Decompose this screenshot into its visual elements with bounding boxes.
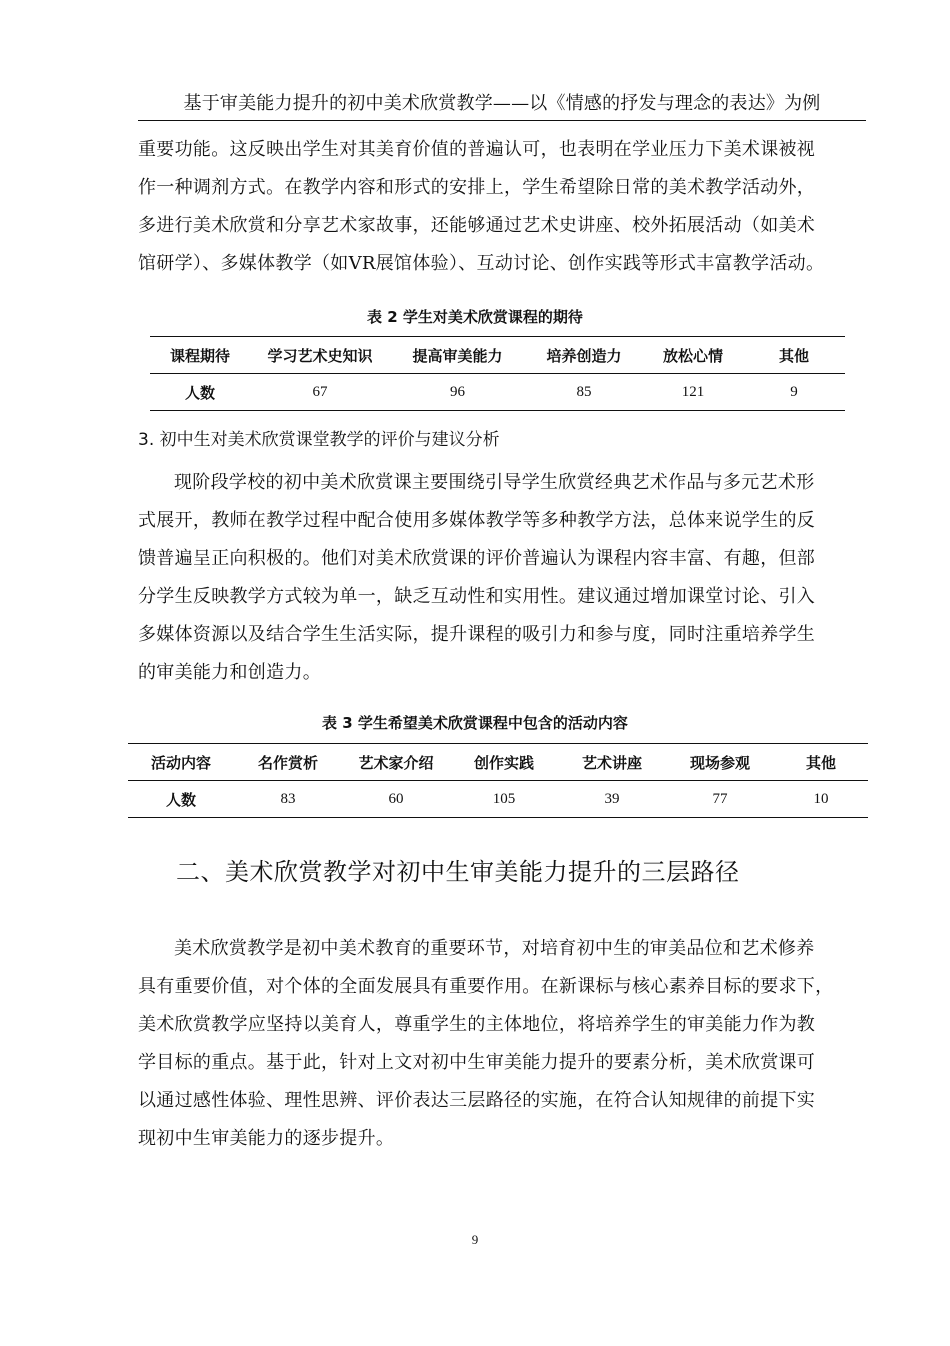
- table-header-cell: 名作赏析: [234, 744, 342, 781]
- table-cell: 10: [813, 790, 829, 807]
- table-cell: 85: [576, 383, 592, 400]
- text-line: 的审美能力和创造力。: [138, 662, 321, 683]
- text-line: 美术欣赏教学是初中美术教育的重要环节，对培育初中生的审美品位和艺术修养: [174, 938, 815, 959]
- table-header-row: [128, 744, 868, 781]
- page-number: 9: [471, 1232, 479, 1247]
- text-line: 现阶段学校的初中美术欣赏课主要围绕引导学生欣赏经典艺术作品与多元艺术形: [174, 472, 815, 493]
- table-header-cell: 放松心情: [643, 337, 743, 374]
- text-line: 分学生反映教学方式较为单一，缺乏互动性和实用性。建议通过增加课堂讨论、引入: [138, 586, 816, 607]
- table3-caption: 表 3 学生希望美术欣赏课程中包含的活动内容: [322, 714, 628, 732]
- running-header: 基于审美能力提升的初中美术欣赏教学——以《情感的抒发与理念的表达》为例: [183, 93, 821, 114]
- table-header-row: [150, 337, 845, 374]
- text-line: 具有重要价值，对个体的全面发展具有重要作用。在新课标与核心素养目标的要求下，: [138, 976, 834, 997]
- text-line: 学目标的重点。基于此，针对上文对初中生审美能力提升的要素分析，美术欣赏课可: [138, 1052, 816, 1073]
- table-row: [128, 781, 868, 818]
- table-header-cell: 课程期待: [150, 337, 250, 374]
- table-cell: 96: [450, 383, 465, 400]
- text-line: 式展开，教师在教学过程中配合使用多媒体教学等多种教学方法，总体来说学生的反: [138, 510, 816, 531]
- table-cell: 39: [604, 790, 620, 807]
- table-header-cell: 培养创造力: [525, 337, 643, 374]
- paragraph-continuation: [138, 131, 873, 283]
- table-header-cell: 其他: [774, 744, 868, 781]
- text-line: 馈普遍呈正向积极的。他们对美术欣赏课的评价普遍认为课程内容丰富、有趣，但部: [138, 548, 816, 569]
- text-line: 以通过感性体验、理性思辨、评价表达三层路径的实施，在符合认知规律的前提下实: [138, 1090, 816, 1111]
- text-line: 美术欣赏教学应坚持以美育人，尊重学生的主体地位，将培养学生的审美能力作为教: [138, 1014, 816, 1035]
- text-line: 多进行美术欣赏和分享艺术家故事，还能够通过艺术史讲座、校外拓展活动（如美术: [138, 215, 816, 236]
- subheading: 3. 初中生对美术欣赏课堂教学的评价与建议分析: [138, 430, 500, 450]
- table2-caption: 表 2 学生对美术欣赏课程的期待: [367, 308, 583, 326]
- paragraph-evaluation: [138, 464, 873, 692]
- table-cell: 77: [712, 790, 728, 807]
- table3: [128, 743, 868, 818]
- table-cell: 121: [681, 383, 705, 400]
- table-cell: 9: [790, 383, 798, 400]
- table2: [150, 336, 845, 411]
- text-line: 馆研学）、多媒体教学（如VR展馆体验）、互动讨论、创作实践等形式丰富教学活动。: [138, 253, 825, 274]
- text-line: 多媒体资源以及结合学生生活实际，提升课程的吸引力和参与度，同时注重培养学生: [138, 624, 816, 645]
- text-line: 重要功能。这反映出学生对其美育价值的普遍认可，也表明在学业压力下美术课被视: [138, 139, 816, 160]
- table-cell: 60: [388, 790, 404, 807]
- table-header-cell: 学习艺术史知识: [250, 337, 390, 374]
- table-header-cell: 创作实践: [450, 744, 558, 781]
- table-row: [150, 374, 845, 411]
- table-header-cell: 其他: [743, 337, 845, 374]
- table-header-cell: 艺术讲座: [558, 744, 666, 781]
- row-label: 人数: [165, 790, 196, 809]
- paragraph-section-intro: [138, 930, 873, 1158]
- text-line: 作一种调剂方式。在教学内容和形式的安排上，学生希望除日常的美术教学活动外，: [138, 177, 816, 198]
- row-label: 人数: [184, 383, 215, 402]
- table-header-cell: 活动内容: [128, 744, 234, 781]
- table-header-cell: 提高审美能力: [390, 337, 525, 374]
- table-header-cell: 现场参观: [666, 744, 774, 781]
- table-cell: 105: [492, 790, 516, 807]
- header-rule: [138, 120, 866, 121]
- section-title: 二、美术欣赏教学对初中生审美能力提升的三层路径: [176, 858, 740, 886]
- table-cell: 67: [312, 383, 328, 400]
- table-header-cell: 艺术家介绍: [342, 744, 450, 781]
- table-cell: 83: [280, 790, 296, 807]
- text-line: 现初中生审美能力的逐步提升。: [138, 1128, 395, 1149]
